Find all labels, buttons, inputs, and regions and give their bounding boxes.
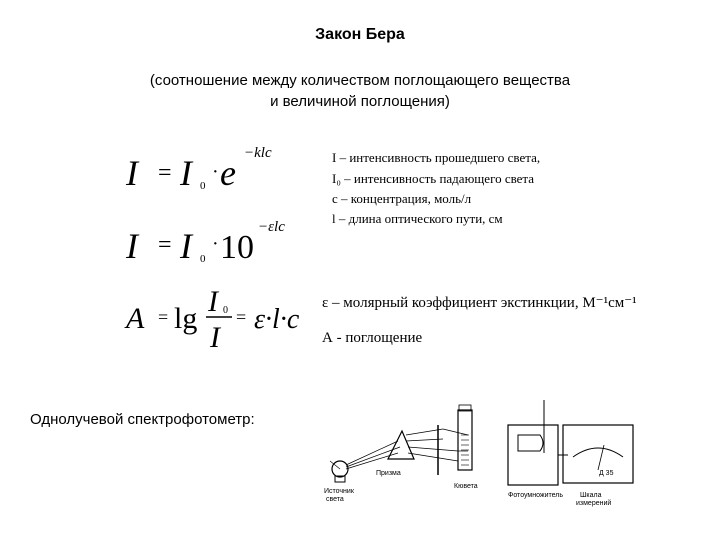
formula1-exponent: −klc — [244, 145, 272, 161]
label-prism: Призма — [376, 470, 401, 477]
formula-absorbance — [118, 283, 318, 355]
legend-i0: I₀ – интенсивность падающего света — [332, 171, 535, 186]
formula2-base: 10 — [220, 229, 254, 266]
spectrophotometer-label: Однолучевой спектрофотометр: — [30, 411, 255, 428]
absorbance-definition: А - поглощение — [322, 330, 423, 346]
page-title: Закон Бера — [315, 26, 405, 43]
label-scale-1: Шкала — [580, 492, 602, 499]
meter-scale-icon — [563, 425, 633, 483]
meter-mark-label: Д 35 — [599, 470, 614, 477]
formula-exponential — [118, 140, 298, 200]
legend-c: c – концентрация, моль/л — [332, 191, 472, 206]
subtitle-line-1: (соотношение между количеством поглощающего вещества — [149, 72, 571, 89]
formula2-i0-sub: 0 — [200, 253, 206, 265]
formula-decimal — [118, 214, 308, 274]
formula1-dot: · — [212, 161, 219, 183]
formula3-equals-2: = — [236, 307, 247, 327]
formula3-rhs: ε·l·c — [254, 304, 300, 335]
photomultiplier-icon — [508, 425, 568, 485]
formula1-i0: I — [180, 153, 192, 193]
formula1-base: e — [220, 153, 236, 193]
formula2-dot: · — [212, 233, 219, 255]
label-source-2: света — [326, 496, 344, 503]
formula3-numerator: I — [208, 285, 218, 318]
page-subtitle — [0, 70, 720, 112]
label-photomultiplier: Фотоумножитель — [508, 492, 564, 499]
epsilon-definition: ε – молярный коэффициент экстинкции, М⁻¹см⁻¹ — [322, 295, 637, 311]
label-cuvette: Кювета — [454, 483, 478, 490]
legend-l: l – длина оптического пути, см — [332, 211, 503, 226]
formula3-lhs: A — [126, 302, 145, 335]
subtitle-line-2: и величиной поглощения) — [270, 93, 450, 110]
formula1-lhs: I — [126, 153, 138, 193]
formula1-equals: = — [158, 160, 172, 186]
cuvette-icon — [458, 405, 472, 470]
light-rays — [346, 429, 468, 469]
formula2-lhs: I — [126, 226, 138, 266]
formula2-equals: = — [158, 232, 172, 258]
formula1-i0-sub: 0 — [200, 180, 206, 192]
formula2-exponent: −εlc — [258, 219, 285, 235]
label-source-1: Источник — [324, 488, 354, 495]
formula2-i0: I — [180, 226, 192, 266]
label-scale-2: измерений — [576, 500, 612, 507]
spectrophotometer-diagram — [318, 395, 648, 520]
formula3-numerator-sub: 0 — [223, 305, 228, 316]
legend-i: I – интенсивность прошедшего света, — [332, 150, 541, 165]
light-source-icon — [330, 461, 348, 482]
formula3-denominator: I — [210, 321, 220, 354]
formula3-lg: lg — [174, 302, 198, 335]
formula3-equals-1: = — [158, 307, 169, 327]
